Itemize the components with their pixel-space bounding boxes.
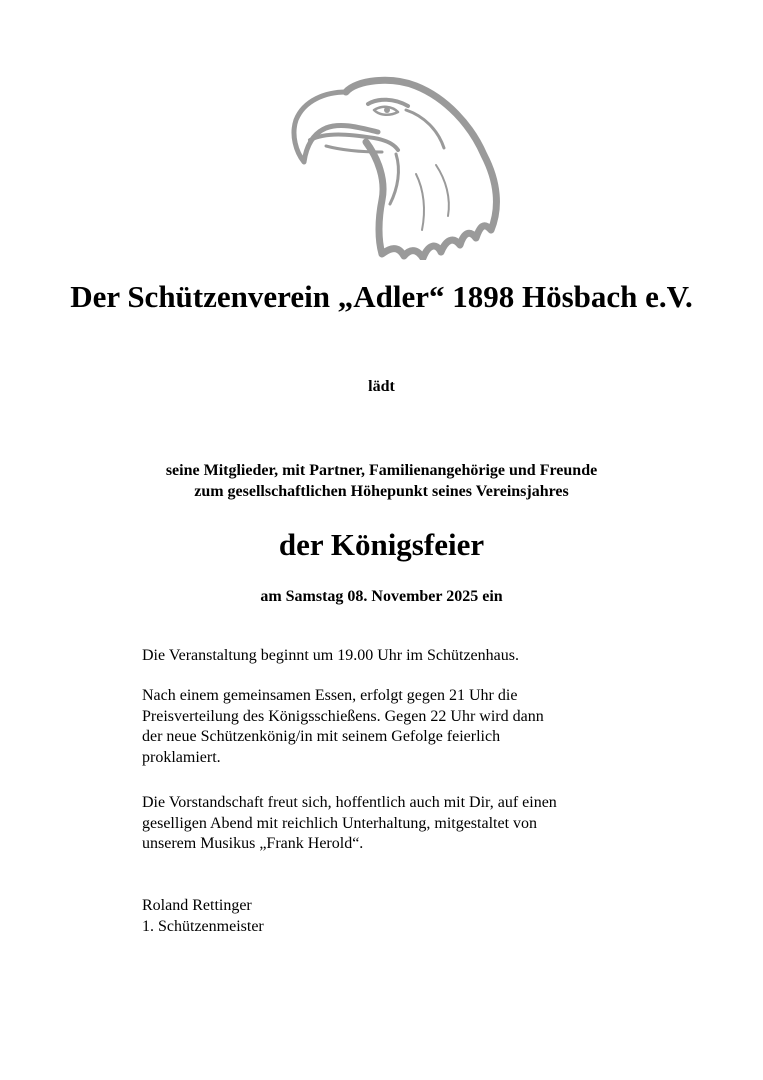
club-title: Der Schützenverein „Adler“ 1898 Hösbach e.V. <box>70 279 693 314</box>
start-paragraph <box>142 646 622 667</box>
eagle-eye <box>368 100 408 106</box>
paragraph-line: unserem Musikus „Frank Herold“. <box>142 835 364 852</box>
paragraph-line: proklamiert. <box>142 748 221 766</box>
eagle-logo <box>286 70 508 260</box>
eagle-head-outline <box>346 80 496 258</box>
paragraph-line: der neue Schützenkönig/in mit seinem Gefolge feierlich <box>142 728 501 745</box>
paragraph-line: geselligen Abend mit reichlich Unterhaltung, mitgestaltet von <box>142 814 538 832</box>
invite-word: lädt <box>368 378 395 395</box>
audience-line: zum gesellschaftlichen Höhepunkt seines Vereinsjahres <box>194 483 569 500</box>
signature-block <box>142 896 622 937</box>
signature-name: Roland Rettinger <box>142 897 252 914</box>
paragraph-line: Preisverteilung des Königsschießens. Gegen 22 Uhr wird dann <box>142 707 544 725</box>
program-paragraph <box>142 686 622 768</box>
event-name: der Königsfeier <box>278 527 485 562</box>
paragraph-line: Die Veranstaltung beginnt um 19.00 Uhr im Schützenhaus. <box>142 647 519 664</box>
signature-role: 1. Schützenmeister <box>142 917 264 935</box>
paragraph-line: Die Vorstandschaft freut sich, hoffentlich auch mit Dir, auf einen <box>142 794 557 811</box>
audience-line: seine Mitglieder, mit Partner, Familienangehörige und Freunde <box>165 462 598 479</box>
audience-text <box>0 460 763 502</box>
event-date: am Samstag 08. November 2025 ein <box>260 588 503 605</box>
board-paragraph <box>142 793 622 855</box>
paragraph-line: Nach einem gemeinsamen Essen, erfolgt gegen 21 Uhr die <box>142 687 518 704</box>
